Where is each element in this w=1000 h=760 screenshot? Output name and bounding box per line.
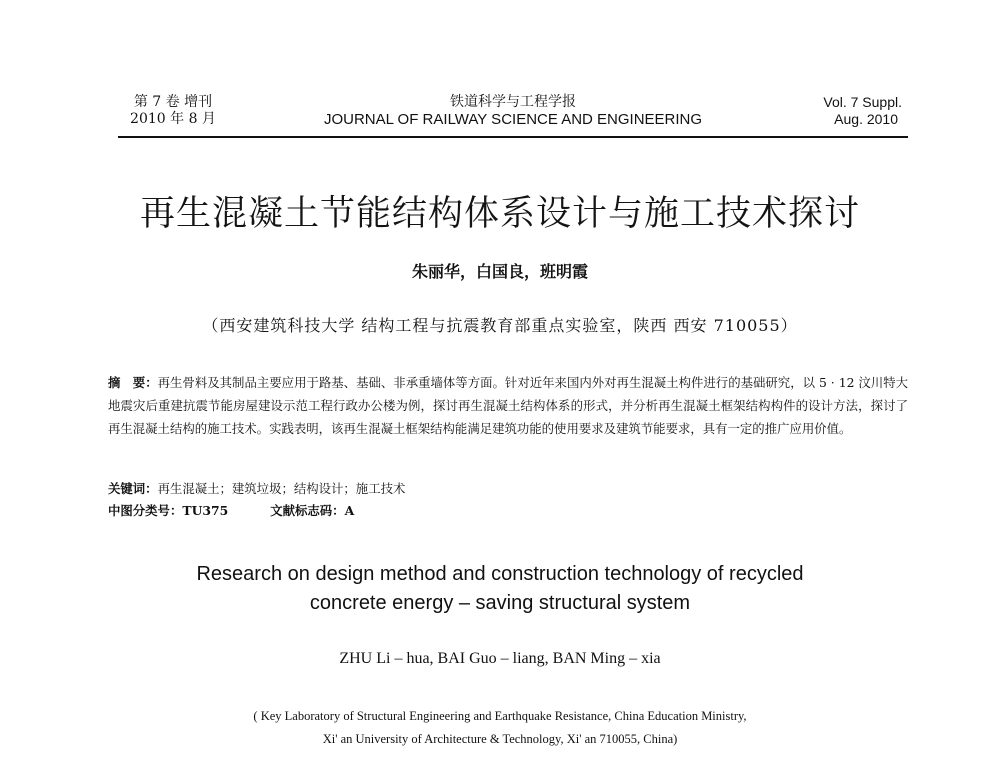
clc-label: 中图分类号： (108, 503, 183, 518)
volume-line: 第 7 卷 增刊 (133, 94, 213, 110)
affiliation-en-line1: ( Key Laboratory of Structural Engineering and Earthquake Resistance, China Education Ministry, (253, 709, 747, 723)
volume-issue-en (823, 94, 902, 128)
keywords-cn (108, 479, 908, 499)
authors-en: ZHU Li – hua, BAI Guo – liang, BAN Ming – xia (339, 650, 661, 667)
affiliation-en (0, 705, 1000, 751)
keywords-text: 再生混凝土；建筑垃圾；结构设计；施工技术 (157, 481, 406, 496)
title-en-line2: concrete energy – saving structural system (309, 592, 691, 614)
paper-title-cn: 再生混凝土节能结构体系设计与施工技术探讨 (139, 194, 860, 234)
keywords-label: 关键词： (108, 481, 158, 496)
journal-name-en: JOURNAL OF RAILWAY SCIENCE AND ENGINEERING (323, 111, 703, 128)
volume-issue (118, 94, 228, 128)
affiliation-en-line2: Xi' an University of Architecture & Technology, Xi' an 710055, China) (322, 732, 678, 746)
journal-header (118, 94, 908, 138)
doc-code-value: A (344, 503, 355, 518)
title-en-line1: Research on design method and construction technology of recycled (196, 563, 804, 585)
affiliation-cn: （西安建筑科技大学 结构工程与抗震教育部重点实验室，陕西 西安 710055） (202, 316, 798, 335)
date-line-cn: 2010 年 8 月 (130, 111, 216, 127)
journal-name-cn: 铁道科学与工程学报 (450, 94, 576, 110)
abstract-label: 摘 要： (108, 375, 158, 390)
authors-cn: 朱丽华，白国良，班明霞 (411, 262, 588, 281)
clc-value: TU375 (182, 503, 229, 518)
date-line-en: Aug. 2010 (834, 111, 898, 127)
journal-name (298, 94, 728, 128)
classification-row (108, 501, 908, 521)
doc-code-label: 文献标志码： (270, 503, 345, 518)
abstract-cn (108, 371, 908, 440)
abstract-text: 再生骨料及其制品主要应用于路基、基础、非承重墙体等方面。针对近年来国内外对再生混凝土构件进行的基础研究，以 5 · 12 汶川特大地震灾后重建抗震节能房屋建设示范工程行政办公楼为例，探讨再生混凝土结构体系的形式，并分析再生混凝土框架结构构件的设计方法，探讨了再生混凝土结构的施工技术。实践表明，该再生混凝土框架结构能满足建筑功能的使用要求及建筑节能要求，具有一定的推广应用价值。 (108, 375, 909, 436)
paper-title-en (0, 560, 1000, 618)
volume-line-en: Vol. 7 Suppl. (823, 94, 902, 110)
